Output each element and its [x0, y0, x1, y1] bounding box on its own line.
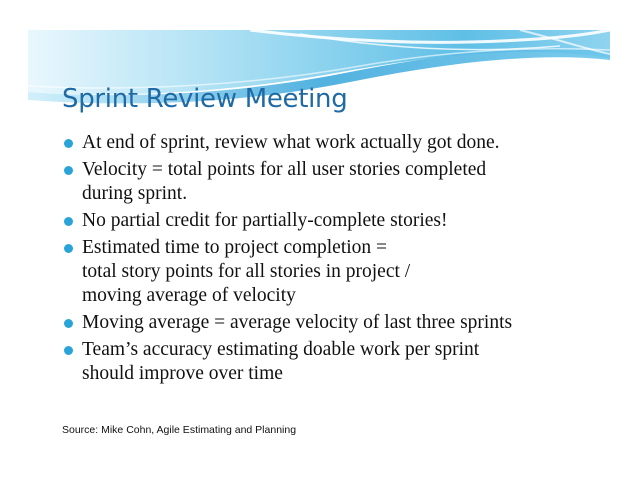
bullet-dot-icon: [64, 346, 73, 355]
bullet-dot-icon: [64, 166, 73, 175]
bullet-dot-icon: [64, 217, 73, 226]
bullet-item: [62, 236, 622, 308]
bullet-item: [62, 158, 622, 206]
bullet-text: At end of sprint, review what work actually got done.: [82, 132, 500, 153]
bullet-item: [62, 131, 622, 155]
bullet-dot-icon: [64, 244, 73, 253]
bullet-text: No partial credit for partially-complete stories!: [82, 210, 448, 231]
bullet-dot-icon: [64, 319, 73, 328]
bullet-text: total story points for all stories in project /: [82, 261, 411, 282]
bullet-text: during sprint.: [82, 183, 188, 204]
bullet-text: moving average of velocity: [82, 285, 296, 306]
bullet-item: [62, 209, 622, 233]
bullet-item: [62, 338, 622, 386]
bullet-text: Estimated time to project completion =: [82, 237, 388, 258]
bullet-text: should improve over time: [82, 363, 283, 384]
bullet-item: [62, 311, 622, 335]
bullet-text: Velocity = total points for all user stories completed: [82, 159, 487, 180]
bullet-list: [62, 131, 622, 389]
bullet-text: Team’s accuracy estimating doable work per sprint: [82, 339, 480, 360]
bullet-text: Moving average = average velocity of last three sprints: [82, 312, 513, 333]
bullet-dot-icon: [64, 139, 73, 148]
slide-title: Sprint Review Meeting: [62, 84, 348, 114]
source-citation: Source: Mike Cohn, Agile Estimating and Planning: [62, 424, 297, 436]
